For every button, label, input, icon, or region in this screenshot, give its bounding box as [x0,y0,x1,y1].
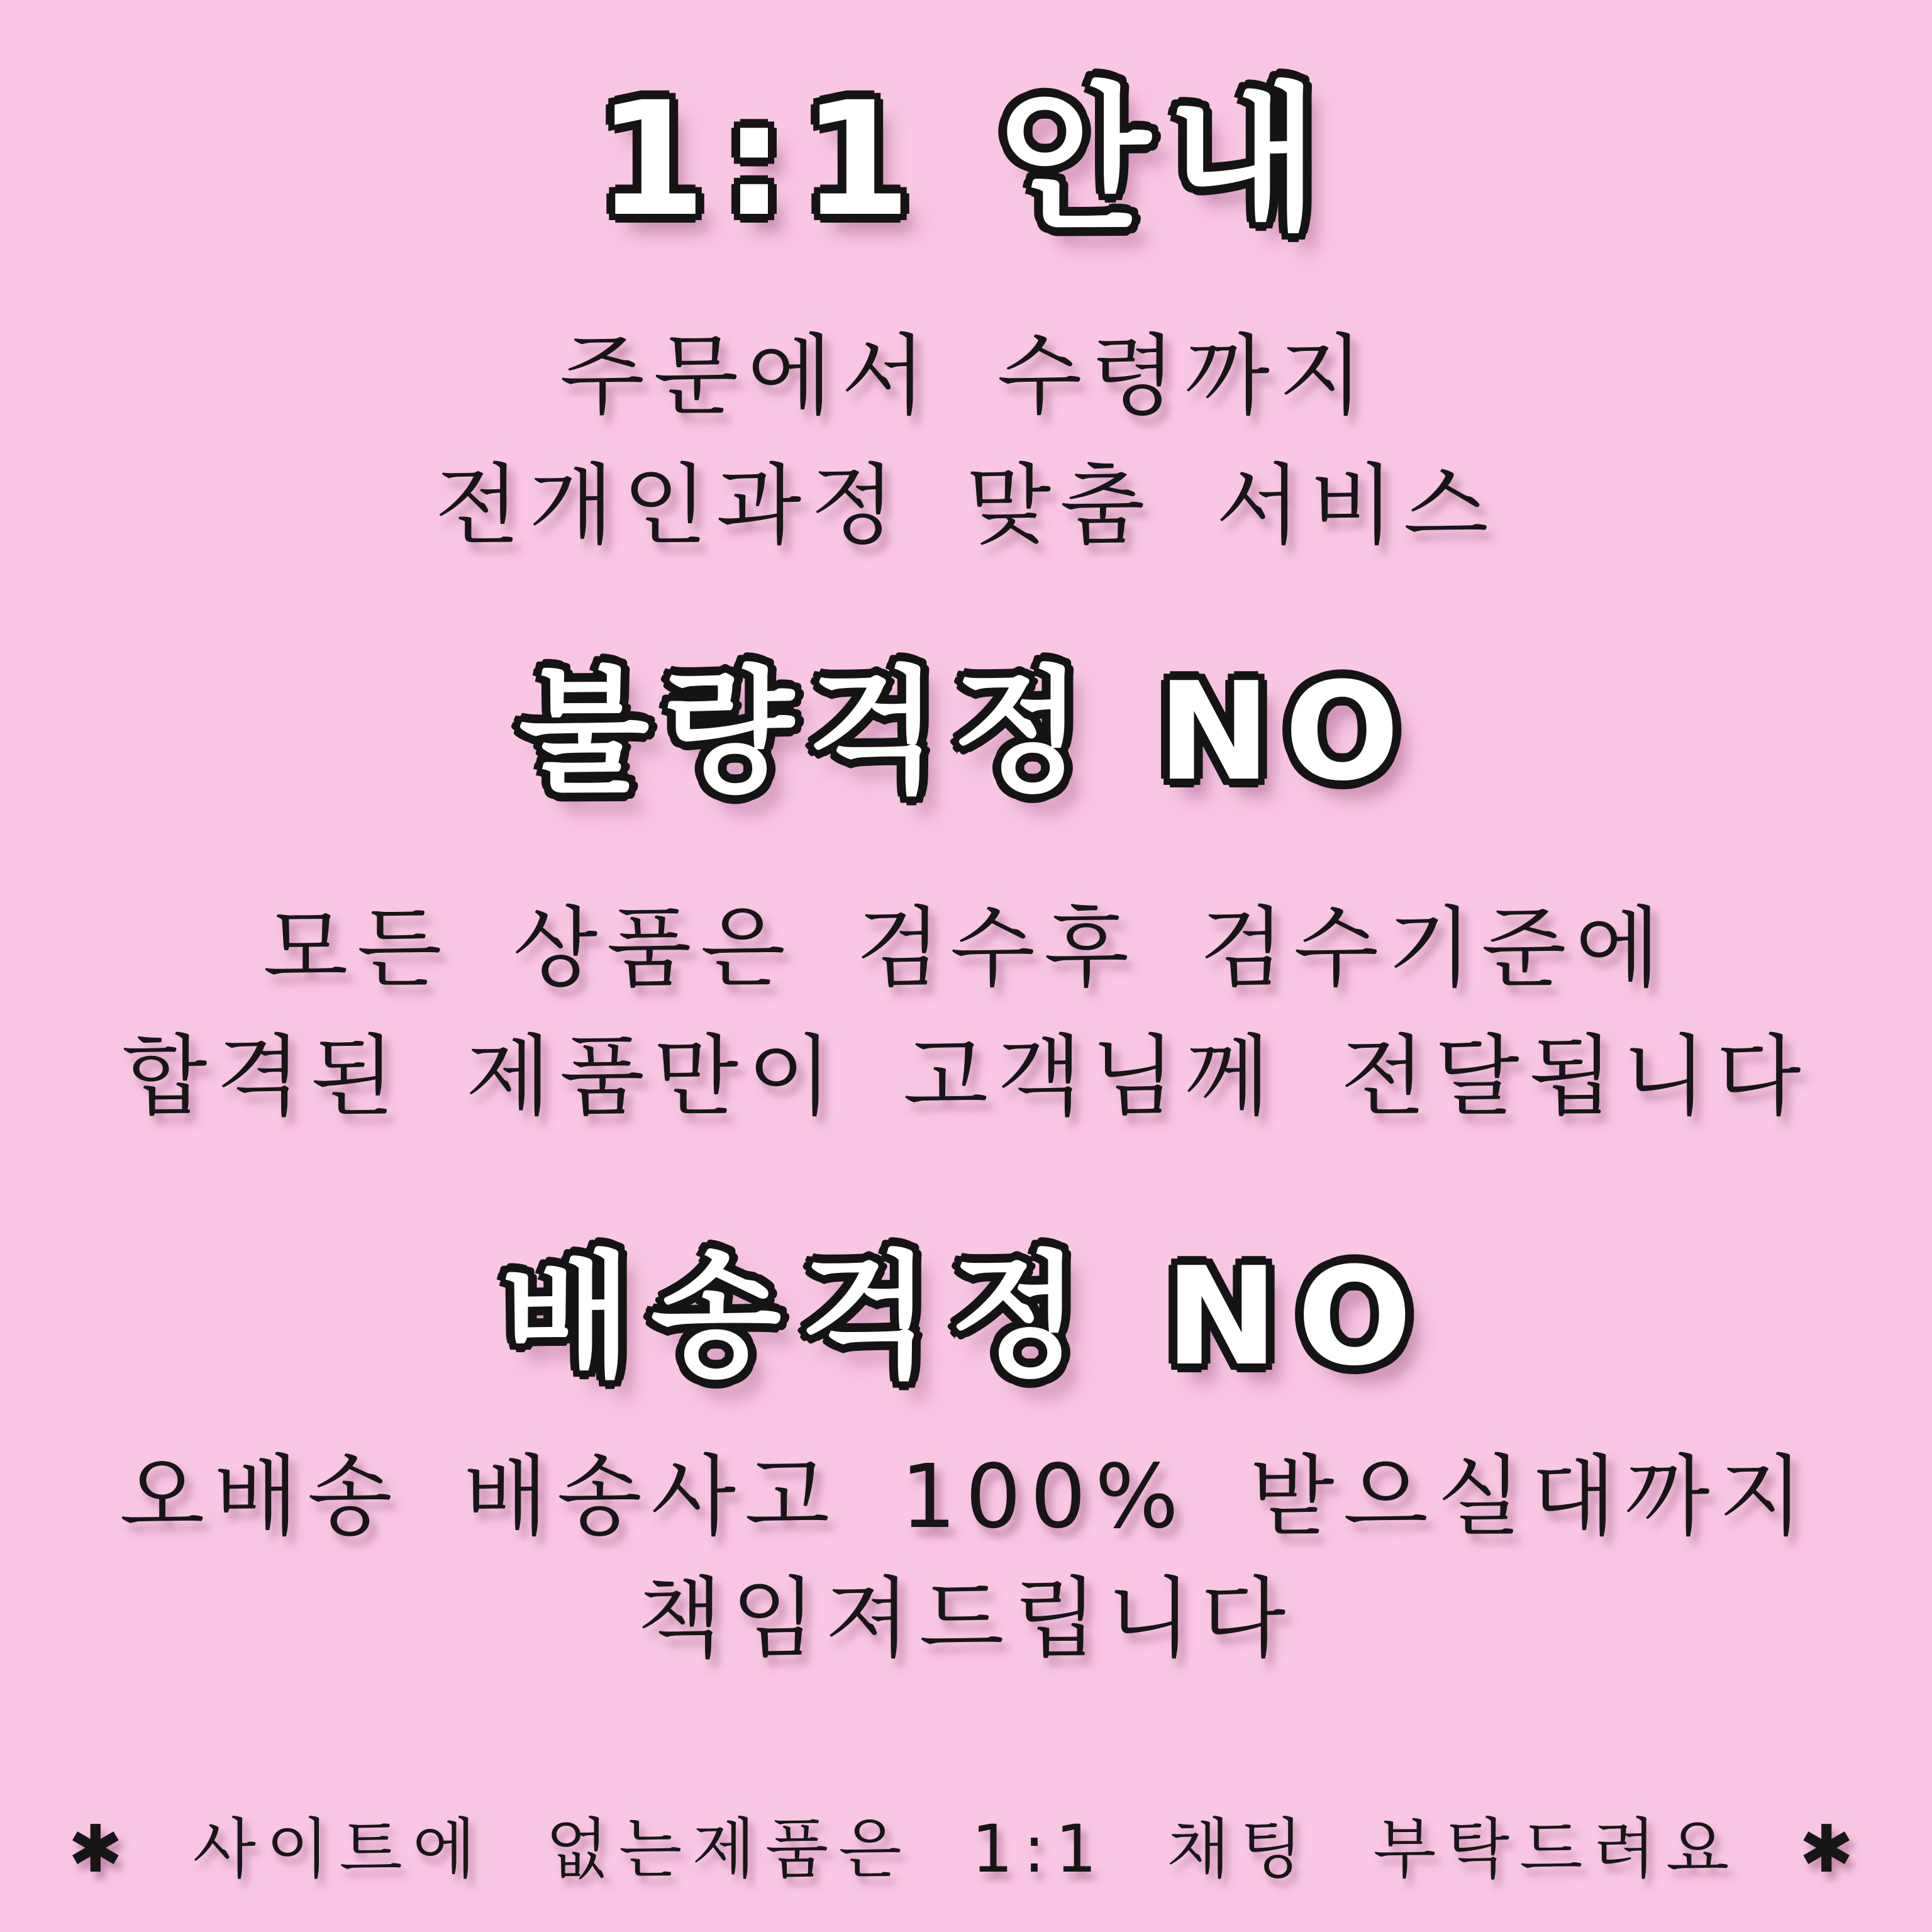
inspection-line-1: 모든 상품은 검수후 검수기준에 [263,897,1669,1000]
page-title: 1:1 안내 [597,68,1335,251]
shipping-line-2: 책임져드립니다 [637,1568,1295,1670]
inspection-line-2: 합격된 제품만이 고객님께 전달됩니다 [122,1026,1810,1128]
intro-line-custom-service: 전개인과정 맞춤 서비스 [435,455,1497,557]
intro-line-order-to-receipt: 주문에서 수령까지 [559,325,1373,428]
shipping-line-1: 오배송 배송사고 100% 받으실대까지 [119,1446,1813,1548]
heading-defect-worry-no: 불량걱정 NO [518,653,1414,811]
footer-chat-request-note: ✱ 사이트에 없는제품은 1:1 채팅 부탁드려요 ✱ [68,1811,1864,1887]
heading-shipping-worry-no: 배송걱정 NO [501,1238,1431,1396]
